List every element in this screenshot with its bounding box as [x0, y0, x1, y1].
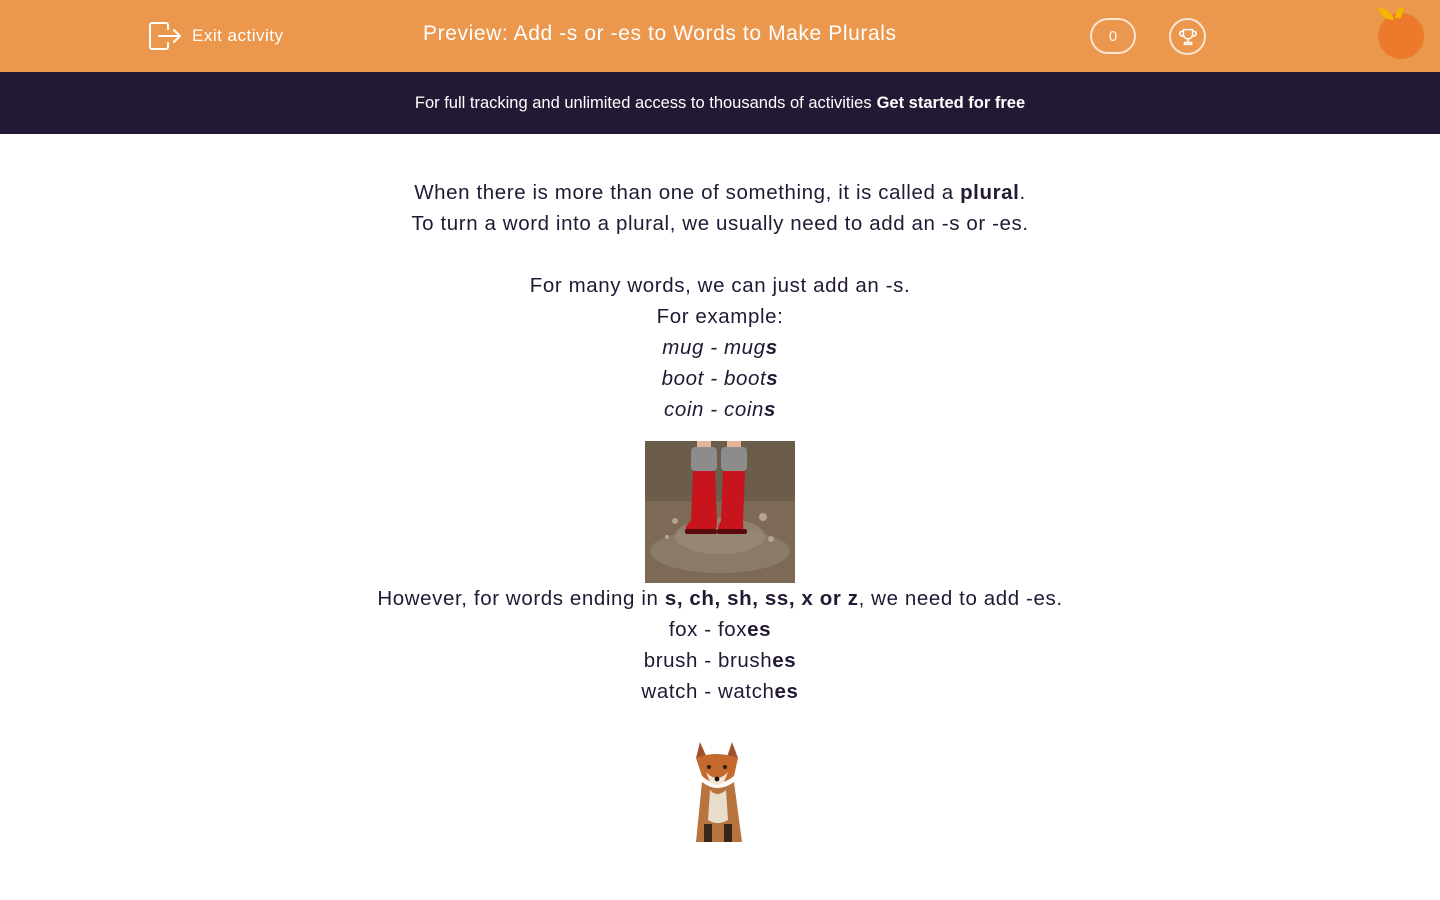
exit-activity-button[interactable]	[148, 20, 284, 52]
score-badge: 0	[1090, 18, 1136, 54]
orange-logo-icon	[1374, 4, 1430, 60]
trophy-icon	[1177, 26, 1199, 48]
rule-add-s: For many words, we can just add an -s.	[529, 274, 911, 297]
es-example: watch - watches	[641, 680, 799, 703]
plural-keyword: plural	[960, 181, 1020, 204]
es-example: brush - brushes	[643, 649, 797, 672]
intro-line-1: When there is more than one of something, it is called a plural.	[414, 181, 1026, 204]
endings-keyword: s, ch, sh, ss, x or z	[664, 587, 859, 610]
exit-activity-label: Exit activity	[192, 26, 284, 45]
es-example: fox - foxes	[668, 618, 772, 641]
activity-title: Preview: Add -s or -es to Words to Make Plurals	[423, 22, 897, 45]
promo-text: For full tracking and unlimited access to thousands of activities	[414, 93, 872, 112]
get-started-link[interactable]: Get started for free	[876, 93, 1026, 112]
s-example: mug - mugs	[662, 336, 778, 359]
s-example: coin - coins	[663, 398, 777, 421]
rule-add-es: However, for words ending in s, ch, sh, ss, x or z, we need to add -es.	[377, 587, 1063, 610]
intro-line-2: To turn a word into a plural, we usually need to add an -s or -es.	[411, 212, 1029, 235]
example-label: For example:	[656, 305, 784, 328]
exit-icon	[148, 21, 182, 51]
lesson-content	[0, 177, 1440, 842]
top-bar	[0, 0, 1440, 72]
s-example: boot - boots	[661, 367, 779, 390]
trophy-button[interactable]	[1169, 18, 1206, 55]
red-rain-boots-image	[645, 441, 795, 583]
promo-banner	[0, 72, 1440, 134]
fox-image	[670, 732, 770, 842]
